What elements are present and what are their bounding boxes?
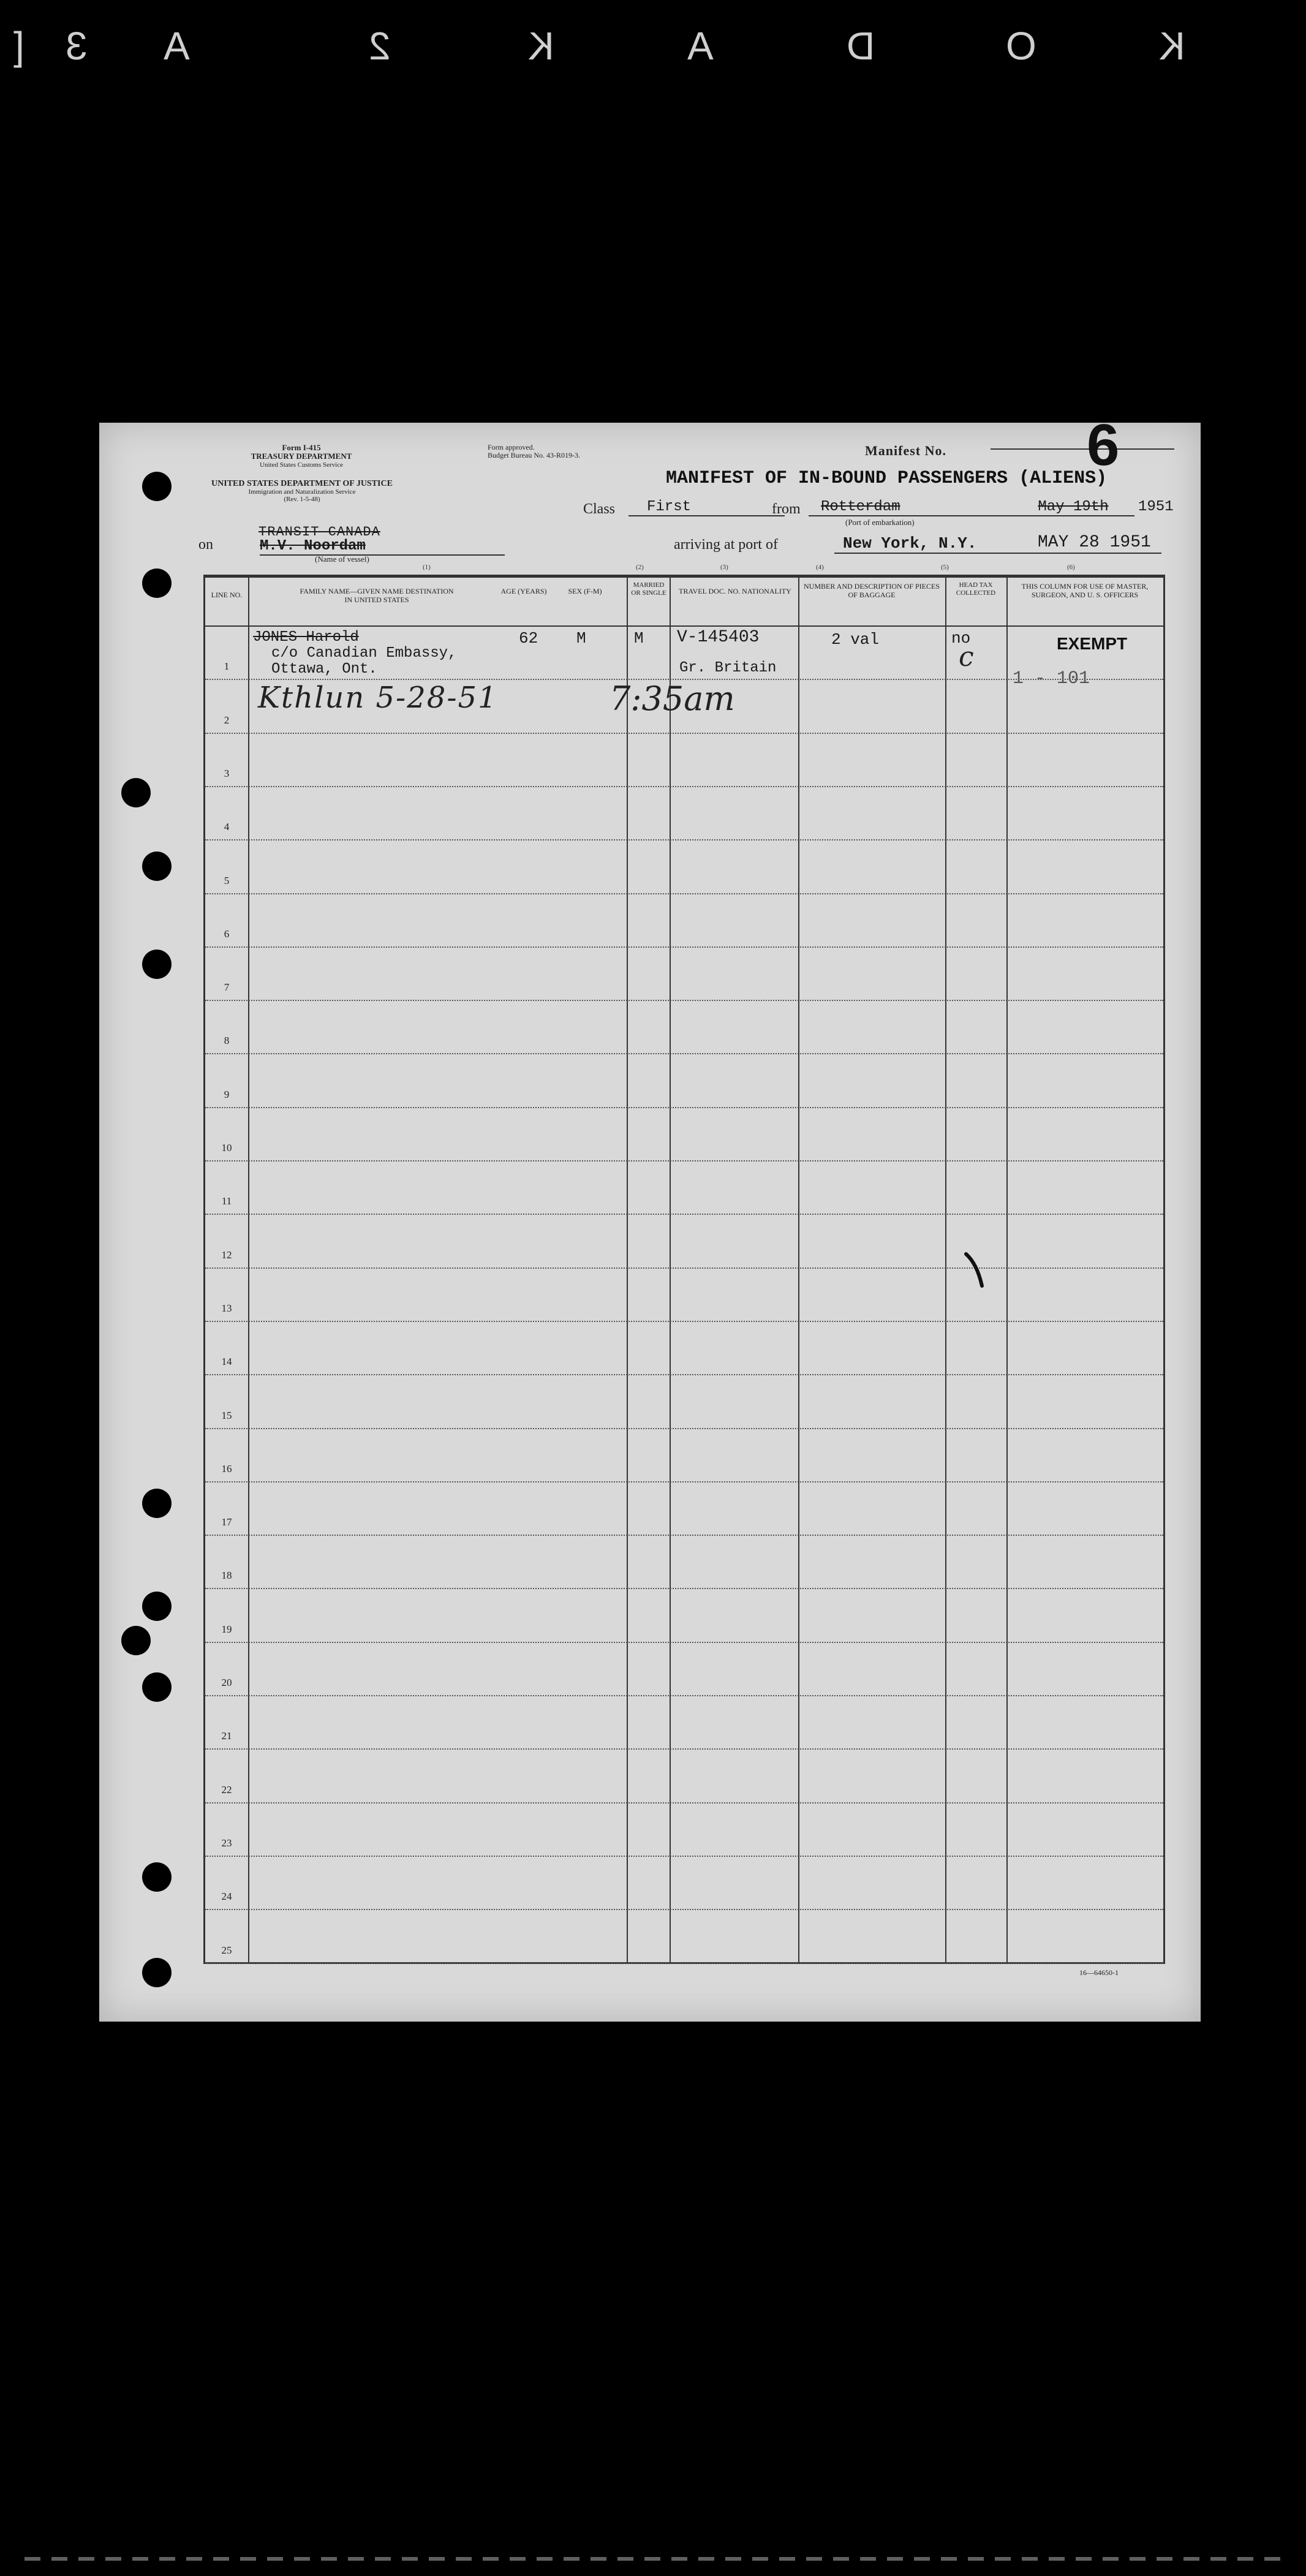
film-edge-letter: K	[1158, 24, 1185, 68]
line-number: 24	[221, 1890, 232, 1903]
revision-date: (Rev. 1-5-48)	[284, 496, 320, 504]
row-line	[205, 1481, 1163, 1483]
line-number: 9	[224, 1088, 230, 1100]
line-number: 4	[224, 821, 230, 833]
row-line	[205, 1535, 1163, 1536]
row-line	[205, 946, 1163, 948]
manifest-number: 6	[1087, 412, 1120, 478]
port-embark-note: (Port of embarkation)	[845, 518, 915, 527]
film-edge-letter: 2	[368, 24, 391, 68]
form-approval	[488, 444, 580, 459]
arrival-date-stamp: MAY 28 1951	[1038, 533, 1151, 552]
row-line	[205, 1856, 1163, 1857]
justice-dept: UNITED STATES DEPARTMENT OF JUSTICE	[211, 479, 393, 488]
col-number: (3)	[720, 564, 728, 571]
film-edge-letter: [	[12, 24, 25, 68]
line-number: 13	[221, 1302, 232, 1314]
customs-service: United States Customs Service	[260, 461, 343, 469]
line-number: 20	[221, 1677, 232, 1688]
from-value: Rotterdam	[809, 499, 1017, 516]
punch-hole	[142, 1672, 172, 1702]
handwritten-signature: Kthlun 5-28-51	[258, 681, 498, 715]
handwritten-time: 7:35am	[610, 679, 735, 718]
row-line	[205, 1374, 1163, 1375]
col-number: (1)	[423, 564, 431, 571]
passenger-address-2: Ottawa, Ont.	[271, 661, 377, 678]
punch-hole	[142, 568, 172, 598]
passenger-sex: M	[576, 629, 586, 648]
line-number: 16	[221, 1462, 232, 1475]
passenger-married: M	[634, 629, 644, 648]
row-line	[205, 1695, 1163, 1696]
arrival-port-value: New York, N.Y.	[834, 534, 1161, 554]
header-justice	[195, 479, 409, 504]
class-label: Class	[583, 501, 616, 517]
travel-doc-number: V-145403	[677, 628, 760, 647]
col-number: (5)	[941, 564, 949, 571]
row-line	[205, 1909, 1163, 1910]
line-number: 14	[221, 1356, 232, 1368]
col-line-no: LINE NO.	[211, 591, 243, 599]
line-number: 2	[224, 714, 230, 726]
vessel-note: (Name of vessel)	[315, 554, 369, 564]
row-line	[205, 1642, 1163, 1643]
row-line	[205, 893, 1163, 894]
line-number: 21	[221, 1730, 232, 1742]
transit-stamp: TRANSIT CANADA	[259, 524, 380, 540]
row-line	[205, 1428, 1163, 1429]
row-line	[205, 786, 1163, 787]
row-line	[205, 1160, 1163, 1161]
row-line	[205, 839, 1163, 840]
col-age: AGE (YEARS)	[500, 587, 547, 595]
passenger-age: 62	[519, 629, 538, 648]
arriving-label: arriving at port of	[674, 537, 778, 553]
line-number: 19	[221, 1623, 232, 1635]
col-number: (4)	[816, 564, 824, 571]
col-number: (6)	[1067, 564, 1075, 571]
row-line	[205, 1267, 1163, 1269]
line-number: 11	[221, 1195, 232, 1207]
row-line	[205, 1053, 1163, 1054]
vessel-value: M.V. Noordam	[260, 538, 505, 556]
check-mark-icon	[964, 1245, 994, 1294]
passenger-name: JONES Harold	[253, 629, 359, 646]
line-number: 7	[224, 981, 230, 994]
row-line	[205, 1802, 1163, 1804]
row-line	[205, 1214, 1163, 1215]
col-name: FAMILY NAME—GIVEN NAME DESTINATION IN UNITED STATES	[300, 587, 454, 604]
line-number: 10	[221, 1142, 232, 1154]
budget-bureau: Budget Bureau No. 43-R019-3.	[488, 451, 580, 460]
col-officers: THIS COLUMN FOR USE OF MASTER, SURGEON, AND U. S. OFFICERS	[1021, 582, 1149, 599]
row-line	[205, 1748, 1163, 1750]
arrival-date-value: May 19th	[1012, 499, 1134, 516]
baggage-value: 2 val	[831, 630, 880, 649]
punch-hole	[142, 950, 172, 979]
form-print-code: 16—64650-1	[1079, 1968, 1119, 1977]
line-number: 8	[224, 1035, 230, 1047]
from-label: from	[772, 501, 801, 517]
passenger-address-1: c/o Canadian Embassy,	[271, 645, 457, 662]
film-edge-letter: 3	[64, 24, 88, 68]
punch-hole	[142, 1958, 172, 1987]
line-number: 5	[224, 874, 230, 886]
film-edge-bottom	[0, 2542, 1306, 2576]
film-sprocket-strip	[25, 2557, 1286, 2561]
line-number: 3	[224, 767, 230, 779]
line-number: 15	[221, 1409, 232, 1421]
header-divider	[205, 625, 1163, 627]
exempt-stamp: EXEMPT	[1057, 634, 1128, 653]
row-line	[205, 1321, 1163, 1322]
line-number: 22	[221, 1783, 232, 1796]
col-number: (2)	[636, 564, 644, 571]
film-edge-top	[0, 0, 1306, 92]
row-line	[205, 1000, 1163, 1001]
row-line	[205, 1107, 1163, 1108]
form-number: Form I-415	[282, 443, 321, 452]
punch-hole	[121, 1626, 151, 1655]
page-title: MANIFEST OF IN-BOUND PASSENGERS (ALIENS)	[666, 468, 1108, 489]
manifest-number-rule	[991, 448, 1174, 450]
col-baggage: NUMBER AND DESCRIPTION OF PIECES OF BAGGAGE	[803, 582, 940, 599]
passenger-table	[203, 575, 1165, 1964]
header-departments	[209, 444, 393, 469]
line-number: 18	[221, 1569, 232, 1582]
punch-hole	[121, 778, 151, 807]
line-number: 6	[224, 927, 230, 940]
film-edge-letter: K	[527, 24, 554, 68]
class-value: First	[628, 499, 785, 516]
row-line	[205, 1963, 1163, 1964]
col-married: MARRIED OR SINGLE	[631, 581, 666, 597]
on-label: on	[198, 537, 213, 553]
line-number: 23	[221, 1837, 232, 1849]
punch-hole	[142, 1862, 172, 1892]
line-number: 25	[221, 1944, 232, 1956]
row-line	[205, 733, 1163, 734]
line-number: 17	[221, 1516, 232, 1528]
ins-service: Immigration and Naturalization Service	[248, 488, 356, 496]
col-head-tax: HEAD TAX COLLECTED	[956, 581, 996, 597]
col-sex: SEX (F-M)	[568, 587, 602, 595]
year-value: 1951	[1138, 499, 1174, 515]
film-edge-letter: A	[162, 24, 190, 68]
line-number: 1	[224, 660, 230, 673]
punch-hole	[142, 852, 172, 881]
punch-hole	[142, 1592, 172, 1621]
film-edge-letter: D	[845, 24, 875, 68]
head-tax-mark: c	[959, 641, 974, 673]
punch-hole	[142, 1489, 172, 1518]
treasury-dept: TREASURY DEPARTMENT	[251, 451, 352, 461]
film-edge-letter: A	[686, 24, 714, 68]
film-edge-letter: O	[1005, 24, 1036, 68]
col-travel-doc: TRAVEL DOC. NO. NATIONALITY	[679, 587, 791, 595]
row-line	[205, 1588, 1163, 1589]
form-approved: Form approved.	[488, 443, 535, 451]
head-tax-value: no	[951, 629, 971, 648]
nationality: Gr. Britain	[679, 660, 777, 676]
officer-note: 1 - 101	[1013, 668, 1090, 689]
punch-hole	[142, 472, 172, 501]
manifest-document	[99, 412, 1201, 2022]
line-number: 12	[221, 1248, 232, 1261]
manifest-number-label: Manifest No.	[865, 443, 946, 458]
